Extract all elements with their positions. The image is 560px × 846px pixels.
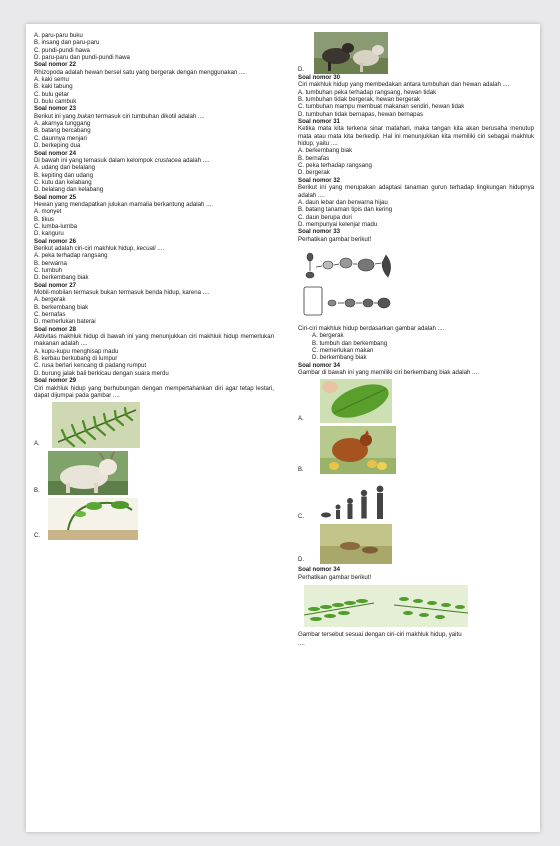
option: D. berkembang biak (312, 354, 367, 362)
question-title-29: Soal nomor 29 (34, 377, 76, 385)
question-title-30: Soal nomor 30 (298, 74, 340, 81)
question-emphasis: crustacea (154, 156, 182, 164)
question-text-part: Berikut adalah ciri-ciri makhluk hidup, (34, 244, 137, 252)
answer-label: D. (298, 66, 304, 73)
option: A. udang dan belalang (34, 164, 95, 172)
answer-label: C. (298, 513, 304, 520)
answer-image-row-b (298, 426, 534, 474)
option: C. peka terhadap rangsang (298, 162, 372, 170)
human-growth-stages-image (320, 477, 390, 521)
answer-image-row-c (34, 498, 274, 540)
goat-image (48, 451, 128, 495)
question-text-34a: Gambar di bawah ini yang memiliki ciri berkembang biak adalah .... (298, 368, 479, 376)
answer-image-row-a (34, 402, 274, 448)
option: C. memerlukan makan (312, 346, 374, 354)
option: C. bulu getar (34, 90, 69, 98)
left-column (34, 32, 274, 540)
option: D. bergerak (298, 169, 330, 177)
option: A. daun lebar dan berwarna hijau (298, 198, 388, 206)
answer-image-row-c (298, 477, 534, 521)
plant-seedling-image (48, 498, 138, 540)
option: D. mempunyai kelenjar madu (298, 220, 378, 228)
option: C. rusa berlari kencang di padang rumput (34, 362, 147, 370)
question-title-26: Soal nomor 26 (34, 237, 76, 245)
option: C. lumba-lumba (34, 222, 78, 230)
question-text-22: Rhizopoda adalah hewan bersel satu yang bergerak dengan menggunakan .... (34, 68, 246, 76)
answer-image-row-b (34, 451, 274, 495)
option: D. berkeping dua (34, 142, 81, 150)
option: B. bernafas (298, 154, 330, 162)
option: A. kupu-kupu menghisap madu (34, 347, 119, 355)
question-text-part: termasuk ciri tumbuhan dikotil adalah .... (93, 112, 205, 120)
answer-image-row-d-top (298, 32, 534, 74)
question-intro-34b: Perhatikan gambar berikut! (298, 573, 372, 581)
answer-image-row-a (298, 379, 534, 423)
question-title-31: Soal nomor 31 (298, 118, 340, 126)
option: A. peka terhadap rangsang (34, 252, 108, 260)
option: A. bergerak (34, 296, 66, 304)
answer-label: C. (34, 532, 40, 539)
option: C. tumbuh (34, 267, 63, 274)
option: D. kanguru (34, 230, 64, 238)
question-text-23 (34, 113, 274, 120)
option: A. berkembang biak (298, 147, 353, 155)
option: A. paru-paru buku (34, 32, 83, 39)
option: B. insang dan paru-paru (34, 39, 100, 47)
option: D. paru-paru dan pundi-pundi hawa (34, 54, 130, 62)
option: B. tikus (34, 215, 54, 223)
lifecycle-diagram-image (302, 247, 402, 321)
question-text-28: Aktivitas makhluk hidup di bawah ini yang menunjukkan ciri makhluk hidup memerlukan makanan adalah .... (34, 333, 274, 348)
option: C. daunnya menjari (34, 134, 87, 142)
option: B. kerbau berkubang di lumpur (34, 355, 118, 363)
answer-label: B. (298, 466, 304, 473)
deer-field-image (320, 524, 392, 564)
question-text-29: Ciri makhluk hidup yang berhubungan dengan mempertahankan diri agar tetap lestari, dapat dijumpai pada gambar .... (34, 384, 274, 399)
question-emphasis: bukan (77, 112, 94, 120)
question-text-24 (34, 157, 274, 164)
question-text-25: Hewan yang mendapatkan julukan mamalia berkantung adalah .... (34, 200, 213, 208)
option: D. berkembang biak (34, 274, 89, 282)
option: A. monyet (34, 208, 62, 216)
question-text-26 (34, 245, 274, 252)
goats-photo-image (314, 32, 388, 74)
option: C. bernafas (34, 311, 66, 319)
mimosa-plant-image (304, 585, 468, 627)
option: B. kepiting dan udang (34, 171, 93, 179)
question-intro-33: Perhatikan gambar berikut! (298, 235, 372, 243)
question-title-33: Soal nomor 33 (298, 228, 340, 236)
worksheet-page (26, 24, 540, 832)
question-title-22: Soal nomor 22 (34, 61, 76, 69)
answer-label: A. (34, 440, 40, 447)
option: B. batang bercabang (34, 127, 91, 135)
option: D. tumbuhan tidak bernapas, hewan bernapas (298, 110, 424, 118)
option: B. batang tanaman tipis dan kering (298, 206, 393, 214)
leaf-photo-image (320, 379, 392, 423)
question-text-part: adalah .... (181, 156, 210, 164)
question-title-27: Soal nomor 27 (34, 281, 76, 289)
question-title-24: Soal nomor 24 (34, 149, 76, 157)
option: C. tumbuhan mampu membuat makanan sendiri, hewan tidak (298, 103, 465, 111)
option: B. tumbuh dan berkembang (312, 339, 388, 347)
answer-label: A. (298, 415, 304, 422)
hen-chicks-image (320, 426, 396, 474)
answer-label: B. (34, 487, 40, 494)
question-title-28: Soal nomor 28 (34, 325, 76, 333)
answer-label: D. (298, 556, 304, 563)
option: B. berwarna (34, 259, 67, 267)
question-text-27: Mobil-mobilan termasuk bukan termasuk benda hidup, karena .... (34, 289, 210, 297)
question-title-23: Soal nomor 23 (34, 105, 76, 113)
question-title-32: Soal nomor 32 (298, 176, 340, 184)
option: D. bulu cambuk (34, 98, 77, 106)
option: C. pundi-pundi hawa (34, 46, 90, 54)
option: D. memerlukan baterai (34, 318, 96, 326)
question-text-30: Ciri makhluk hidup yang membedakan antara tumbuhan dan hewan adalah .... (298, 81, 510, 89)
option: A. bergerak (312, 332, 344, 340)
question-text-31: Ketika mata kita terkena sinar matahari, maka tangan kita akan berusaha menutup mata atau mata kita berkedip. Hal ini menunjukkan kita memiliki ciri sebagai makhluk hidup, yaitu .... (298, 125, 534, 148)
question-text-part: .... (155, 244, 165, 252)
question-title-25: Soal nomor 25 (34, 193, 76, 201)
fern-leaf-image (52, 402, 140, 448)
question-emphasis: kecuali (136, 244, 156, 252)
option: B. tumbuhan tidak bergerak, hewan bergerak (298, 96, 420, 104)
option: C. daun berupa duri (298, 213, 352, 221)
option: C. kutu dan kelabang (34, 178, 92, 186)
option: A. akarnya tunggang (34, 120, 91, 128)
option: A. tumbuhan peka terhadap rangsang, hewan tidak (298, 88, 437, 96)
right-column (298, 32, 534, 648)
answer-blank: .... (298, 640, 305, 648)
option: B. kaki tabung (34, 83, 73, 91)
option: B. berkembang biak (34, 303, 89, 311)
question-text-part: Di bawah ini yang temasuk dalam kelompok (34, 156, 155, 164)
question-title-34b: Soal nomor 34 (298, 566, 340, 574)
question-title-34a: Soal nomor 34 (298, 361, 340, 369)
answer-image-row-d (298, 524, 534, 564)
option: D. burung jalak bali berkicau dengan suara merdu (34, 369, 169, 377)
question-text-part: Berikut ini yang (34, 112, 78, 120)
question-text-33: Ciri-ciri makhluk hidup berdasarkan gambar adalah .... (298, 324, 445, 332)
option: A. kaki semu (34, 76, 69, 84)
option: D. belalang dan kelabang (34, 186, 104, 194)
question-text-32: Berikut ini yang merupakan adaptasi tanaman gurun terhadap lingkungan hidupnya adalah .... (298, 184, 534, 199)
question-text-34b: Gambar tersebut sesuai dengan ciri-ciri makhluk hidup, yaitu (298, 631, 462, 638)
